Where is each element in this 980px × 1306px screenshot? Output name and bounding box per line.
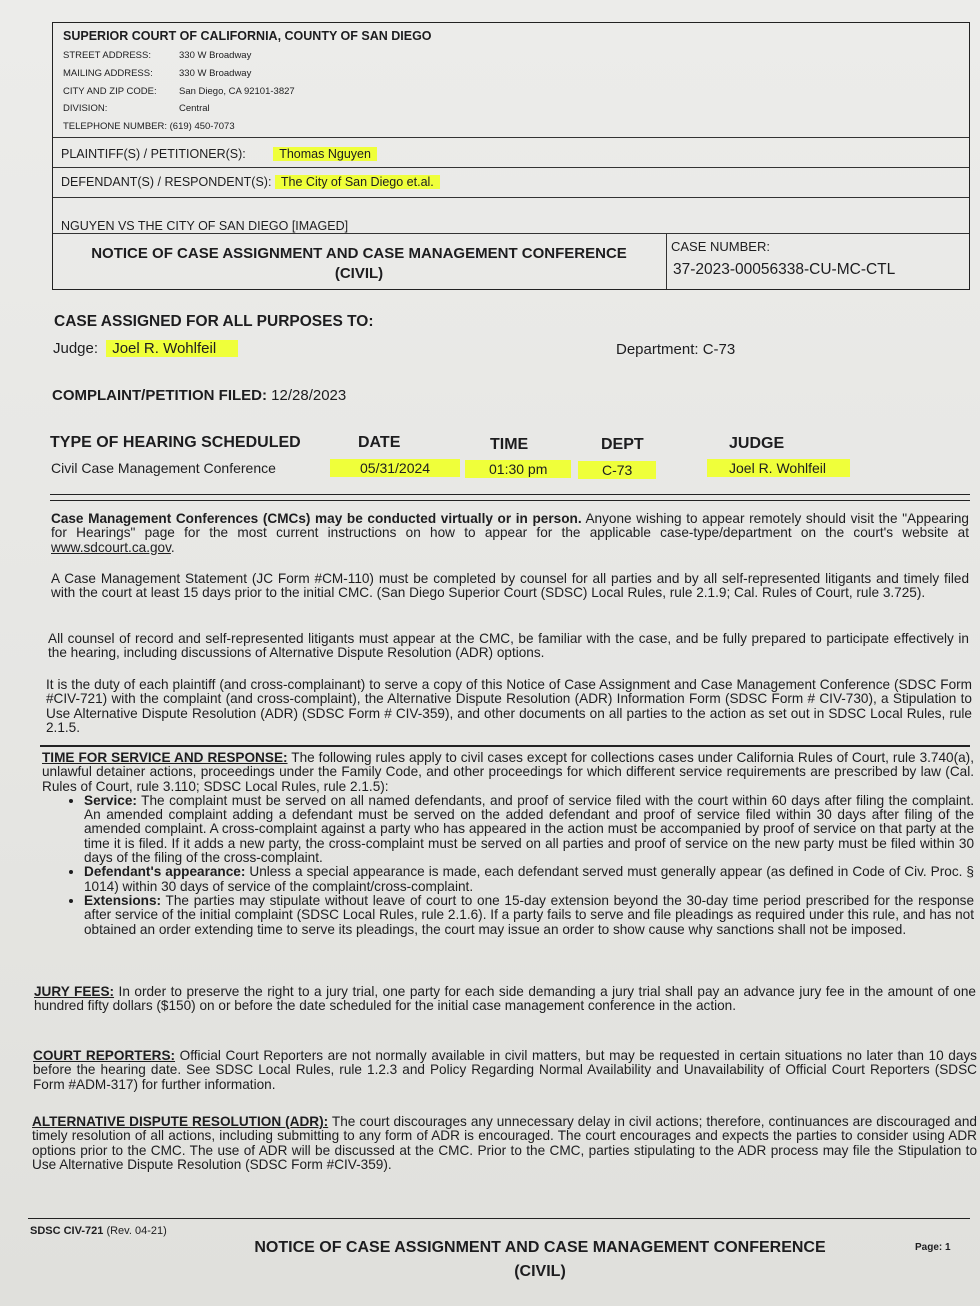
department: Department: C-73 bbox=[616, 341, 736, 358]
jury-fees-section: JURY FEES: In order to preserve the right to a jury trial, one party for each side demanding a jury trial shall pay an advance jury fee in the amount of one hundred fifty dollars ($150) on or before the date scheduled for the initial case management conference in the action. bbox=[34, 984, 976, 1014]
divider bbox=[53, 233, 969, 234]
case-number: 37-2023-00056338-CU-MC-CTL bbox=[673, 261, 896, 278]
divider bbox=[50, 500, 970, 501]
time-for-service-section: TIME FOR SERVICE AND RESPONSE: The following rules apply to civil cases except for collections cases under California Rules of Court, rule 3.740(a), unlawful detainer actions, proceedings under the Family Code, and other proceedings for which different service requirements are prescribed by law (Cal. Rules of Court, rule 3.110; SDSC Local Rules, rule 2.1.5): • Service: The complaint must be served on all named defendants, and proof of service filed with the court within 60 days after filing the complaint. An amended complaint adding a defendant must be served on the added defendant and proof of service filed within 30 days after filing of the amended complaint. A cross-complaint against a party who has appeared in the action must be accompanied by proof of service on that party at the time it is filed. If it adds a new party, the cross-complaint must be served on all parties and proof of service on the new party must be filed within 30 days of the filing of the cross-complaint. • Defendant's appearance: Unless a special appearance is made, each defendant served must generally appear (as defined in Code of Civ. Proc. § 1014) within 30 days of service of the complaint/cross-complaint. • Extensions: The parties may stipulate without leave of court to one 15-day extension beyond the 30-day time period prescribed for the response after service of the initial complaint (SDSC Local Rules, rule 2.1.6). If a party fails to serve and file pleadings as required under this rule, and has not obtained an order extending time to serve its pleadings, the court may issue an order to show cause why sanctions shall not be imposed. bbox=[42, 751, 974, 937]
divider bbox=[53, 137, 969, 138]
court-website-link[interactable]: www.sdcourt.ca.gov bbox=[51, 539, 171, 555]
assignment-heading: CASE ASSIGNED FOR ALL PURPOSES TO: bbox=[54, 313, 374, 330]
city-zip: CITY AND ZIP CODE: San Diego, CA 92101-3827 bbox=[63, 86, 295, 97]
divider bbox=[666, 233, 667, 289]
list-item: • Extensions: The parties may stipulate without leave of court to one 15-day extension beyond the 30-day time period prescribed for the response after service of the initial complaint (SDSC Local Rules, rule 2.1.6). If a party fails to serve and file pleadings as required under this rule, and has not obtained an order extending time to serve its pleadings, the court may issue an order to show cause why sanctions shall not be imposed. bbox=[84, 894, 974, 937]
cmc-paragraph: Case Management Conferences (CMCs) may be conducted virtually or in person. Anyone wishing to appear remotely should visit the "Appearing for Hearings" page for the most current instructions on how to appear for the applicable case-type/department on the court's website at www.sdcourt.ca.gov. bbox=[51, 511, 969, 555]
adr-heading: ALTERNATIVE DISPUTE RESOLUTION (ADR): bbox=[32, 1114, 329, 1129]
statement-paragraph: A Case Management Statement (JC Form #CM-110) must be completed by counsel for all parties and by all self-represented litigants and timely filed with the court at least 15 days prior to the initial CMC. (San Diego Superior Court (SDSC) Local Rules, rule 2.1.9; Cal. Rules of Court, rule 3.725). bbox=[51, 571, 969, 601]
divider bbox=[50, 494, 970, 495]
street-address: STREET ADDRESS: 330 W Broadway bbox=[63, 50, 252, 61]
court-reporters-section: COURT REPORTERS: Official Court Reporters are not normally available in civil matters, but may be requested in certain situations no later than 10 days before the hearing date. See SDSC Local Rules, rule 1.2.3 and Policy Regarding Normal Availability and Unavailability of Official Court Reporters (SDSC Form #ADM-317) for further information. bbox=[33, 1048, 977, 1092]
hearing-dept-header: DEPT bbox=[601, 436, 644, 453]
page-number: Page: 1 bbox=[915, 1242, 951, 1253]
division: DIVISION: Central bbox=[63, 103, 210, 114]
service-rules-list bbox=[42, 794, 974, 937]
judge-row: Judge: Joel R. Wohlfeil bbox=[53, 340, 238, 357]
counsel-paragraph: All counsel of record and self-represented litigants must appear at the CMC, be familiar with the case, and be fully prepared to participate effectively in the hearing, including discussions of Alternative Dispute Resolution (ADR) options. bbox=[48, 631, 969, 661]
filed-row: COMPLAINT/PETITION FILED: 12/28/2023 bbox=[52, 387, 347, 404]
notice-title: NOTICE OF CASE ASSIGNMENT AND CASE MANAGEMENT CONFERENCE (CIVIL) bbox=[91, 245, 627, 282]
hearing-type: Civil Case Management Conference bbox=[51, 460, 276, 476]
court-name: SUPERIOR COURT OF CALIFORNIA, COUNTY OF SAN DIEGO bbox=[63, 29, 432, 43]
footer-title: NOTICE OF CASE ASSIGNMENT AND CASE MANAGEMENT CONFERENCE (CIVIL) bbox=[254, 1239, 826, 1280]
divider bbox=[28, 1218, 970, 1219]
adr-section: ALTERNATIVE DISPUTE RESOLUTION (ADR): The court discourages any unnecessary delay in civil actions; therefore, continuances are discouraged and timely resolution of all actions, including submitting to any form of ADR is encouraged. The court encourages and expects the parties to consider using ADR options prior to the CMC. The use of ADR will be discussed at the CMC. Prior to the CMC, parties stipulating to the ADR process may file the Stipulation to Use Alternative Dispute Resolution (SDSC Form #CIV-359). bbox=[32, 1114, 977, 1172]
hearing-date: 05/31/2024 bbox=[330, 459, 460, 477]
duty-paragraph: It is the duty of each plaintiff (and cross-complainant) to serve a copy of this Notice of Case Assignment and Case Management Conference (SDSC Form #CIV-721) with the complaint (and cross-complaint), the Alternative Dispute Resolution (ADR) Information Form (SDSC Form # CIV-730), a Stipulation to Use Alternative Dispute Resolution (ADR) (SDSC Form # CIV-359), and other documents on all parties to the action as set out in SDSC Local Rules, rule 2.1.5. bbox=[46, 677, 972, 735]
court-reporters-heading: COURT REPORTERS: bbox=[33, 1048, 176, 1063]
list-item: • Service: The complaint must be served on all named defendants, and proof of service filed with the court within 60 days after filing the complaint. An amended complaint adding a defendant must be served on the added defendant and proof of service filed within 30 days after filing of the amended complaint. A cross-complaint against a party who has appeared in the action must be accompanied by proof of service on that party at the time it is filed. If it adds a new party, the cross-complaint must be served on all parties and proof of service on the new party must be filed within 30 days of the filing of the cross-complaint. bbox=[84, 794, 974, 865]
defendant-row: DEFENDANT(S) / RESPONDENT(S): The City of San Diego et.al. bbox=[61, 175, 440, 189]
assigned-judge: Joel R. Wohlfeil bbox=[106, 340, 238, 357]
divider bbox=[40, 745, 970, 747]
court-header-box bbox=[52, 22, 970, 290]
filed-date: 12/28/2023 bbox=[271, 387, 347, 404]
hearing-dept: C-73 bbox=[578, 461, 656, 479]
time-for-service-heading: TIME FOR SERVICE AND RESPONSE: bbox=[42, 750, 288, 765]
form-code: SDSC CIV-721 (Rev. 04-21) bbox=[30, 1225, 167, 1237]
divider bbox=[53, 167, 969, 168]
hearing-judge: Joel R. Wohlfeil bbox=[707, 459, 850, 477]
mailing-address: MAILING ADDRESS: 330 W Broadway bbox=[63, 68, 252, 79]
plaintiff-name: Thomas Nguyen bbox=[273, 147, 377, 161]
jury-fees-heading: JURY FEES: bbox=[34, 984, 115, 999]
divider bbox=[53, 197, 969, 198]
case-caption: NGUYEN VS THE CITY OF SAN DIEGO [IMAGED] bbox=[61, 219, 349, 233]
defendant-name: The City of San Diego et.al. bbox=[275, 175, 440, 189]
plaintiff-row: PLAINTIFF(S) / PETITIONER(S): Thomas Nguyen bbox=[61, 147, 377, 161]
hearing-time-header: TIME bbox=[490, 436, 529, 453]
list-item: • Defendant's appearance: Unless a special appearance is made, each defendant served must generally appear (as defined in Code of Civ. Proc. § 1014) within 30 days of service of the complaint/cross-complaint. bbox=[84, 865, 974, 894]
hearing-date-header: DATE bbox=[358, 434, 401, 451]
hearing-type-header: TYPE OF HEARING SCHEDULED bbox=[50, 434, 301, 451]
telephone: TELEPHONE NUMBER: (619) 450-7073 bbox=[63, 121, 235, 132]
hearing-time: 01:30 pm bbox=[465, 460, 571, 478]
hearing-judge-header: JUDGE bbox=[729, 435, 785, 452]
case-number-label: CASE NUMBER: bbox=[671, 239, 770, 254]
